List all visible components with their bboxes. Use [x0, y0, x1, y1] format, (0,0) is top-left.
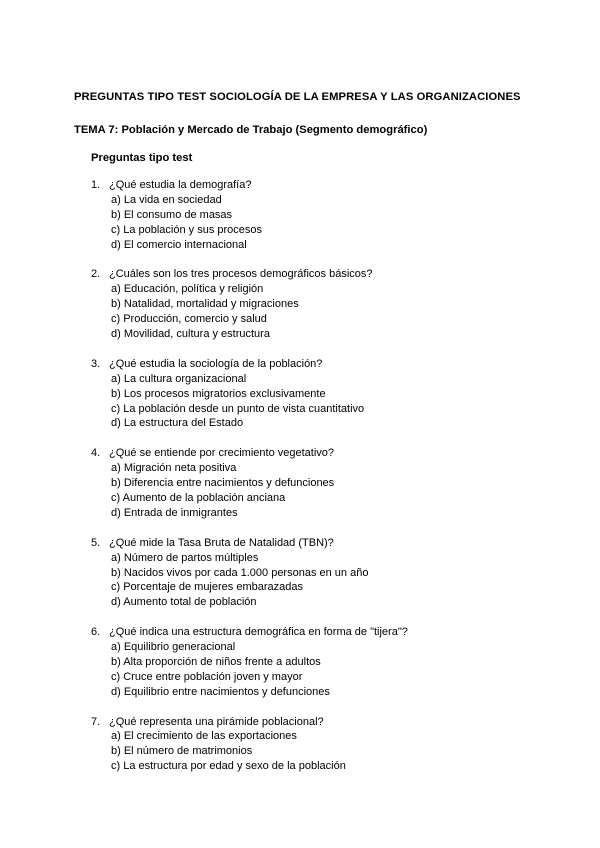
answer-option: d) La estructura del Estado: [111, 417, 244, 430]
question-text: ¿Qué se entiende por crecimiento vegetativo?: [109, 447, 335, 460]
answer-option: c) Aumento de la población anciana: [111, 491, 286, 504]
answer-option: a) Equilibrio generacional: [111, 641, 236, 654]
answer-option: a) Migración neta positiva: [111, 462, 237, 475]
answer-option: c) Porcentaje de mujeres embarazadas: [111, 581, 303, 594]
answer-option: d) Aumento total de población: [111, 596, 257, 609]
question-number: 7.: [91, 715, 101, 728]
answer-option: d) Entrada de inmigrantes: [111, 506, 238, 519]
question-item: [91, 446, 591, 521]
question-number: 2.: [91, 268, 101, 281]
question-item: [91, 715, 591, 775]
question-item: [91, 625, 591, 700]
answer-option: b) Alta proporción de niños frente a adultos: [111, 655, 321, 668]
answer-option: c) La población y sus procesos: [111, 223, 263, 236]
document-title: PREGUNTAS TIPO TEST SOCIOLOGÍA DE LA EMPRESA Y LAS ORGANIZACIONES: [74, 91, 521, 103]
question-number: 5.: [91, 536, 101, 549]
answer-option: c) Producción, comercio y salud: [111, 313, 267, 326]
answer-option: a) Número de partos múltiples: [111, 551, 259, 564]
question-text: ¿Qué representa una pirámide poblacional?: [109, 715, 324, 728]
question-number: 4.: [91, 447, 101, 460]
question-item: [91, 536, 591, 611]
answer-option: a) Educación, política y religión: [111, 283, 264, 296]
answer-option: b) El número de matrimonios: [111, 745, 253, 758]
answer-option: c) Cruce entre población joven y mayor: [111, 670, 303, 683]
question-number: 3.: [91, 357, 101, 370]
question-text: ¿Qué indica una estructura demográfica en forma de "tijera"?: [109, 626, 408, 639]
answer-option: c) La población desde un punto de vista cuantitativo: [111, 402, 365, 415]
answer-option: d) Movilidad, cultura y estructura: [111, 328, 270, 341]
answer-option: a) La vida en sociedad: [111, 193, 222, 206]
question-item: [91, 357, 591, 432]
question-number: 1.: [91, 179, 101, 191]
question-list: [91, 178, 591, 774]
answer-option: b) Nacidos vivos por cada 1.000 personas en un año: [111, 566, 369, 579]
answer-option: b) El consumo de masas: [111, 208, 233, 221]
question-text: ¿Qué estudia la sociología de la población?: [109, 357, 323, 370]
answer-option: a) La cultura organizacional: [111, 372, 247, 385]
question-text: ¿Cuáles son los tres procesos demográficos básicos?: [109, 268, 373, 281]
answer-option: b) Diferencia entre nacimientos y defunciones: [111, 477, 335, 490]
question-number: 6.: [91, 626, 101, 639]
answer-option: b) Los procesos migratorios exclusivamente: [111, 387, 326, 400]
answer-option: a) El crecimiento de las exportaciones: [111, 730, 297, 743]
subsection-heading: Preguntas tipo test: [91, 152, 193, 164]
answer-option: d) Equilibrio entre nacimientos y defunciones: [111, 685, 330, 698]
answer-option: b) Natalidad, mortalidad y migraciones: [111, 298, 299, 311]
question-item: [91, 267, 591, 342]
section-heading: TEMA 7: Población y Mercado de Trabajo (Segmento demográfico): [74, 124, 428, 136]
answer-option: d) El comercio internacional: [111, 238, 247, 251]
answer-option: c) La estructura por edad y sexo de la población: [111, 760, 346, 773]
question-text: ¿Qué mide la Tasa Bruta de Natalidad (TBN)?: [109, 536, 334, 549]
question-item: [91, 178, 591, 253]
question-text: ¿Qué estudia la demografía?: [109, 179, 252, 191]
